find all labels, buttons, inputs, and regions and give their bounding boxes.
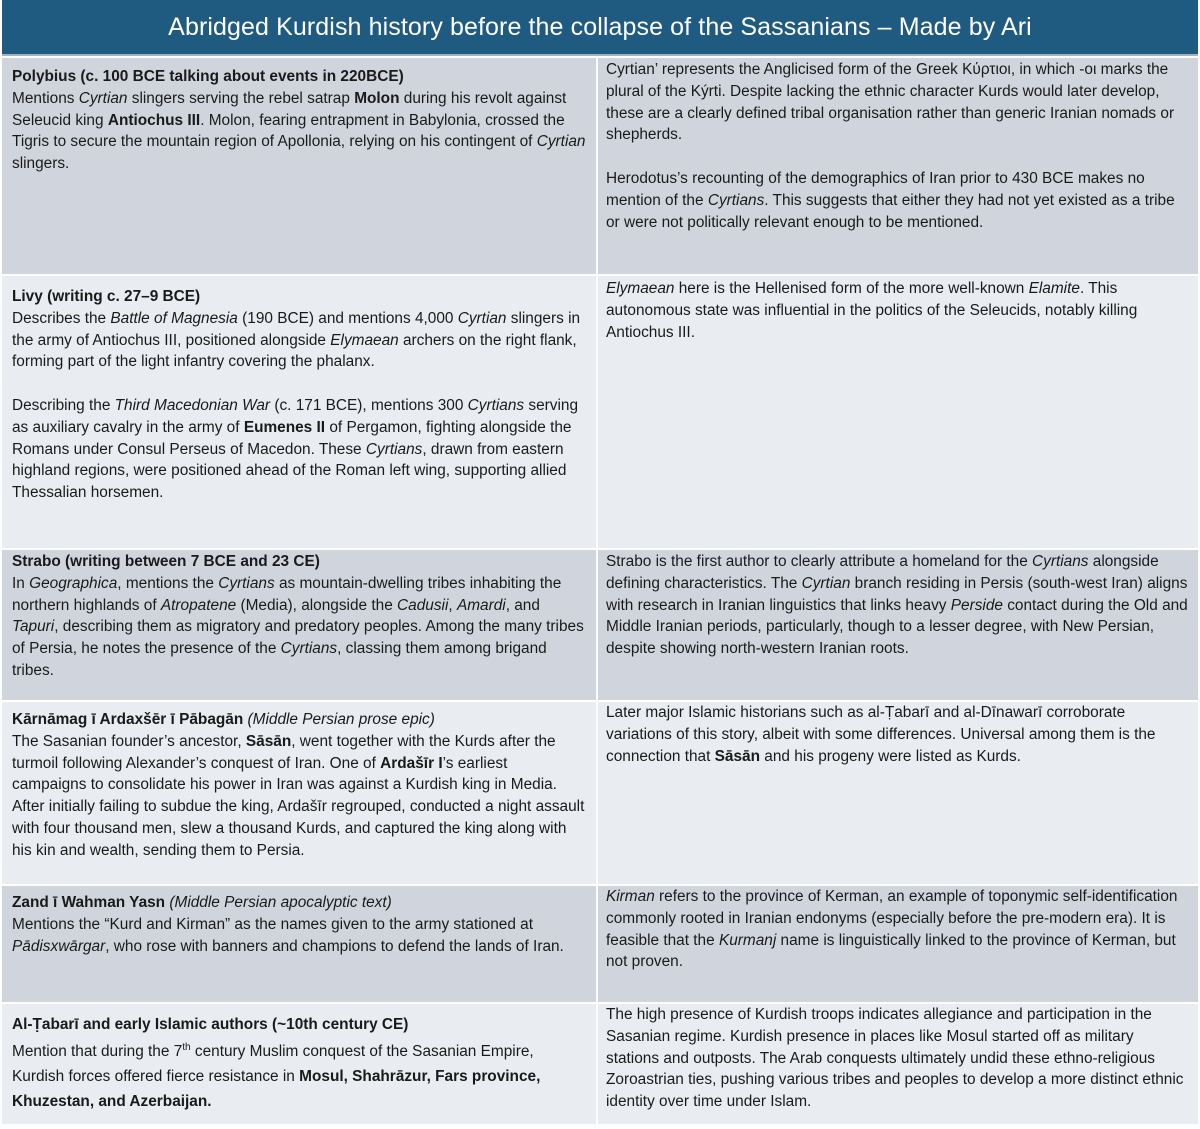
source-text: In Geographica, mentions the Cyrtians as mountain-dwelling tribes inhabiting the northern highlands of Atropatene (Media), alongside the Cadusii, Amardi, and Tapuri, describing them as migratory and predatory peoples. Among the many tribes of Persia, he notes the presence of the Cyrtians, classing them among brigand tribes. (12, 574, 584, 679)
source-title: Zand ī Wahman Yasn (Middle Persian apocalyptic text) (12, 894, 392, 911)
commentary-text: Later major Islamic historians such as al-Ṭabarī and al-Dīnawarī corroborate variations of this story, albeit with some differences. Universal among them is the connection that Sāsān and his progeny were listed as Kurds. (606, 704, 1156, 765)
commentary-cell (598, 58, 1198, 274)
source-title: Polybius (c. 100 BCE talking about events in 220BCE) (12, 68, 404, 85)
commentary-text: Strabo is the first author to clearly attribute a homeland for the Cyrtians alongside defining characteristics. The Cyrtian branch residing in Persis (south-west Iran) aligns with research in Iranian linguistics that links heavy Perside contact during the Old and Middle Iranian periods, particularly, though to a lesser degree, with New Persian, despite showing north-western Iranian roots. (606, 553, 1188, 658)
history-table (2, 58, 1198, 1124)
source-text: Mentions Cyrtian slingers serving the rebel satrap Molon during his revolt against Seleucid king Antiochus III. Molon, fearing entrapment in Babylonia, crossed the Tigris to secure the mountain region of Apollonia, relying on his contingent of Cyrtian slingers. (12, 89, 586, 173)
source-title: Kārnāmag ī Ardaxšēr ī Pābagān (Middle Persian prose epic) (12, 711, 435, 728)
page-title (2, 0, 1198, 56)
source-subtitle: (Middle Persian apocalyptic text) (169, 894, 392, 911)
source-text: Describing the Third Macedonian War (c. 171 BCE), mentions 300 Cyrtians serving as auxiliary cavalry in the army of Eumenes II of Pergamon, fighting alongside the Romans under Consul Perseus of Macedon. These Cyrtians, drawn from eastern highland regions, were positioned ahead of the Roman left wing, supporting allied Thessalian horsemen. (12, 396, 579, 502)
commentary-cell (598, 886, 1198, 1002)
commentary-cell (598, 702, 1198, 884)
page-title-text: Abridged Kurdish history before the collapse of the Sassanians – Made by Ari (168, 12, 1032, 41)
table-row (2, 702, 1198, 886)
commentary-text: Cyrtian’ represents the Anglicised form of the Greek Κύρτιοι, in which -οι marks the plural of the Kýrti. Despite lacking the ethnic character Kurds would later develop, these are a clearly defined tribal organisation rather than generic Iranian nomads or shepherds. (606, 61, 1175, 144)
source-title: Al-Ṭabarī and early Islamic authors (~10th century CE) (12, 1016, 409, 1033)
source-title: Livy (writing c. 27–9 BCE) (12, 288, 201, 305)
source-text: Mention that during the 7th century Muslim conquest of the Sasanian Empire, Kurdish forces offered fierce resistance in Mosul, Shahrāzur, Fars province, Khuzestan, and Azerbaijan. (12, 1041, 541, 1110)
source-text: The Sasanian founder’s ancestor, Sāsān, went together with the Kurds after the turmoil following Alexander’s conquest of Iran. One of Ardašīr I’s earliest campaigns to consolidate his power in Iran was against a Kurdish king in Media. After initially failing to subdue the king, Ardašīr regrouped, conducted a night assault with four thousand men, slew a thousand Kurds, and captured the king along with his kin and wealth, sending them to Persia. (12, 732, 585, 859)
commentary-text: Elymaean here is the Hellenised form of the more well-known Elamite. This autonomous state was influential in the politics of the Seleucids, notably killing Antiochus III. (606, 280, 1138, 341)
source-cell (2, 886, 598, 1002)
table-row (2, 886, 1198, 1004)
commentary-cell (598, 276, 1198, 548)
commentary-text: The high presence of Kurdish troops indicates allegiance and participation in the Sasanian regime. Kurdish presence in places like Mosul started off as military stations and outposts. The Arab conquests ultimately undid these ethno-religious Zoroastrian ties, pushing various tribes and peoples to develop a more distinct ethnic identity over time under Islam. (606, 1006, 1184, 1111)
source-cell (2, 276, 598, 548)
table-row (2, 1004, 1198, 1124)
source-cell (2, 1004, 598, 1124)
source-subtitle: (Middle Persian prose epic) (247, 711, 435, 728)
table-row (2, 550, 1198, 702)
source-cell (2, 550, 598, 700)
source-cell (2, 58, 598, 274)
source-text: Describes the Battle of Magnesia (190 BCE) and mentions 4,000 Cyrtian slingers in the army of Antiochus III, positioned alongside Elymaean archers on the right flank, forming part of the light infantry covering the phalanx. (12, 309, 581, 371)
commentary-text: Kirman refers to the province of Kerman, an example of toponymic self-identification commonly rooted in Iranian endonyms (especially before the pre-modern era). It is feasible that the Kurmanj name is linguistically linked to the province of Kerman, but not proven. (606, 888, 1178, 971)
source-text: Mentions the “Kurd and Kirman” as the names given to the army stationed at Pādisxwārgar, who rose with banners and champions to defend the lands of Iran. (12, 915, 564, 955)
table-row (2, 276, 1198, 550)
commentary-cell (598, 1004, 1198, 1124)
source-title: Strabo (writing between 7 BCE and 23 CE) (12, 553, 320, 570)
source-cell (2, 702, 598, 884)
commentary-cell (598, 550, 1198, 700)
commentary-text: Herodotus’s recounting of the demographics of Iran prior to 430 BCE makes no mention of the Cyrtians. This suggests that either they had not yet existed as a tribe or were not politically relevant enough to be mentioned. (606, 169, 1175, 231)
table-row (2, 58, 1198, 276)
